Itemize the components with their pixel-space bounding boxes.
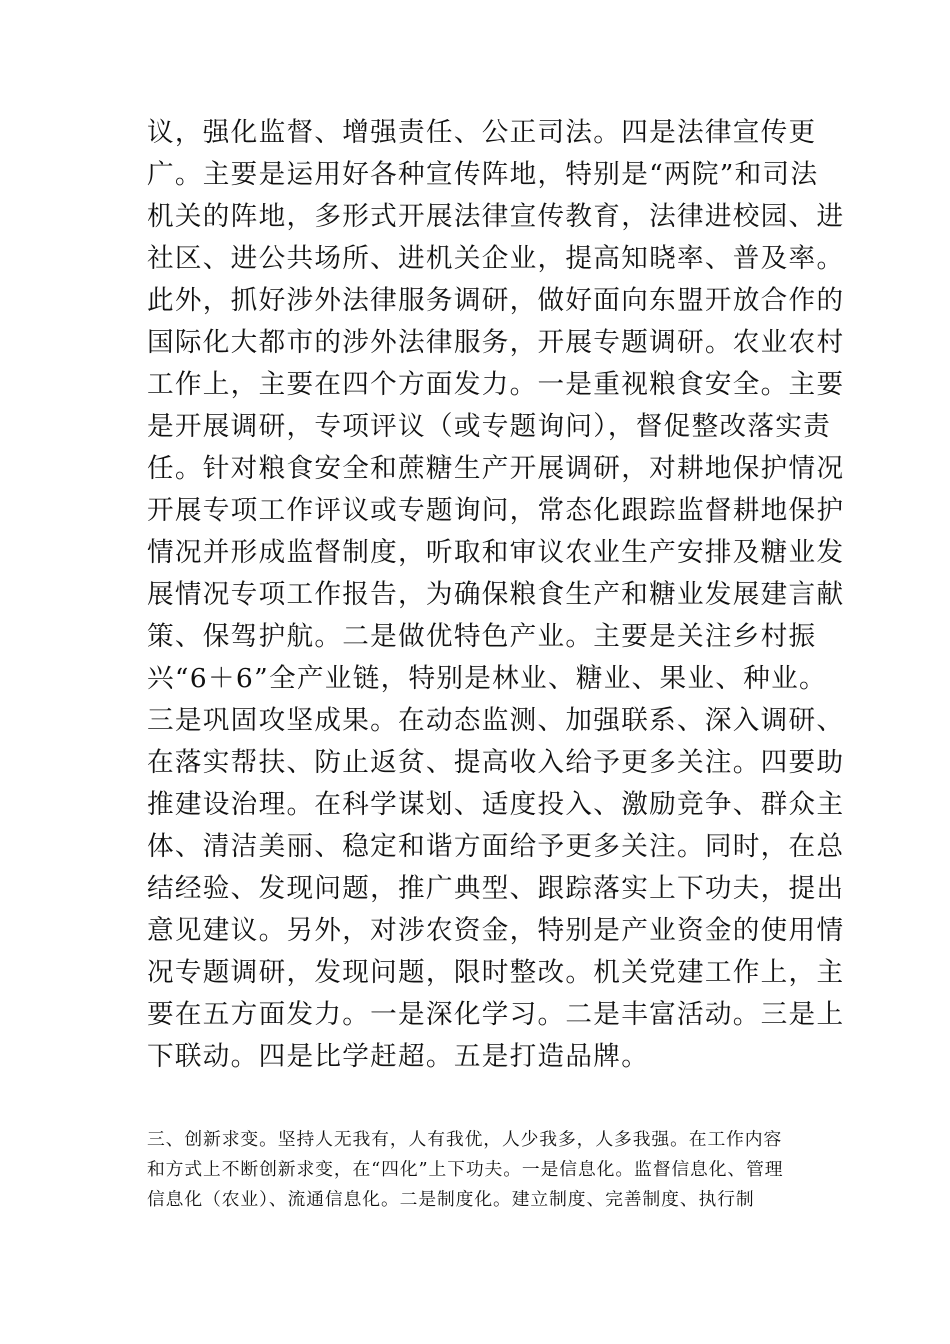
body-line: 要在五方面发力。一是深化学习。二是丰富活动。三是上: [147, 999, 845, 1030]
body-line: 开展专项工作评议或专题询问，常态化跟踪监督耕地保护: [147, 495, 845, 526]
body-line: 国际化大都市的涉外法律服务，开展专题调研。农业农村: [147, 327, 845, 358]
small-line: 三、创新求变。坚持人无我有，人有我优，人少我多，人多我强。在工作内容: [147, 1129, 783, 1150]
body-line: 下联动。四是比学赶超。五是打造品牌。: [147, 1041, 650, 1072]
body-line: 况专题调研，发现问题，限时整改。机关党建工作上，主: [147, 957, 845, 988]
body-line: 展情况专项工作报告，为确保粮食生产和糖业发展建言献: [147, 579, 845, 610]
body-line: 意见建议。另外，对涉农资金，特别是产业资金的使用情: [147, 915, 845, 946]
body-line: 机关的阵地，多形式开展法律宣传教育，法律进校园、进: [147, 201, 845, 232]
body-line: 结经验、发现问题，推广典型、跟踪落实上下功夫，提出: [147, 873, 845, 904]
body-line: 任。针对粮食安全和蔗糖生产开展调研，对耕地保护情况: [147, 453, 845, 484]
body-line: 情况并形成监督制度，听取和审议农业生产安排及糖业发: [147, 537, 845, 568]
body-line: 社区、进公共场所、进机关企业，提高知晓率、普及率。: [147, 243, 845, 274]
body-line: 策、保驾护航。二是做优特色产业。主要是关注乡村振: [147, 621, 817, 652]
body-line: 三是巩固攻坚成果。在动态监测、加强联系、深入调研、: [147, 705, 845, 736]
body-line: 广。主要是运用好各种宣传阵地，特别是“两院”和司法: [147, 159, 819, 190]
body-line: 工作上，主要在四个方面发力。一是重视粮食安全。主要: [147, 369, 845, 400]
body-line: 在落实帮扶、防止返贫、提高收入给予更多关注。四要助: [147, 747, 845, 778]
body-line: 是开展调研，专项评议（或专题询问），督促整改落实责: [147, 411, 832, 442]
body-line: 兴“6＋6”全产业链，特别是林业、糖业、果业、种业。: [147, 663, 827, 694]
small-line: 信息化（农业）、流通信息化。二是制度化。建立制度、完善制度、执行制: [147, 1189, 755, 1210]
body-line: 推建设治理。在科学谋划、适度投入、激励竞争、群众主: [147, 789, 845, 820]
small-line: 和方式上不断创新求变，在“四化”上下功夫。一是信息化。监督信息化、管理: [147, 1159, 784, 1180]
body-paragraph: [147, 112, 845, 1078]
body-line: 此外，抓好涉外法律服务调研，做好面向东盟开放合作的: [147, 285, 845, 316]
body-line: 体、清洁美丽、稳定和谐方面给予更多关注。同时，在总: [147, 831, 845, 862]
body-line: 议，强化监督、增强责任、公正司法。四是法律宣传更: [147, 117, 817, 148]
section-three-paragraph: [147, 1125, 807, 1215]
